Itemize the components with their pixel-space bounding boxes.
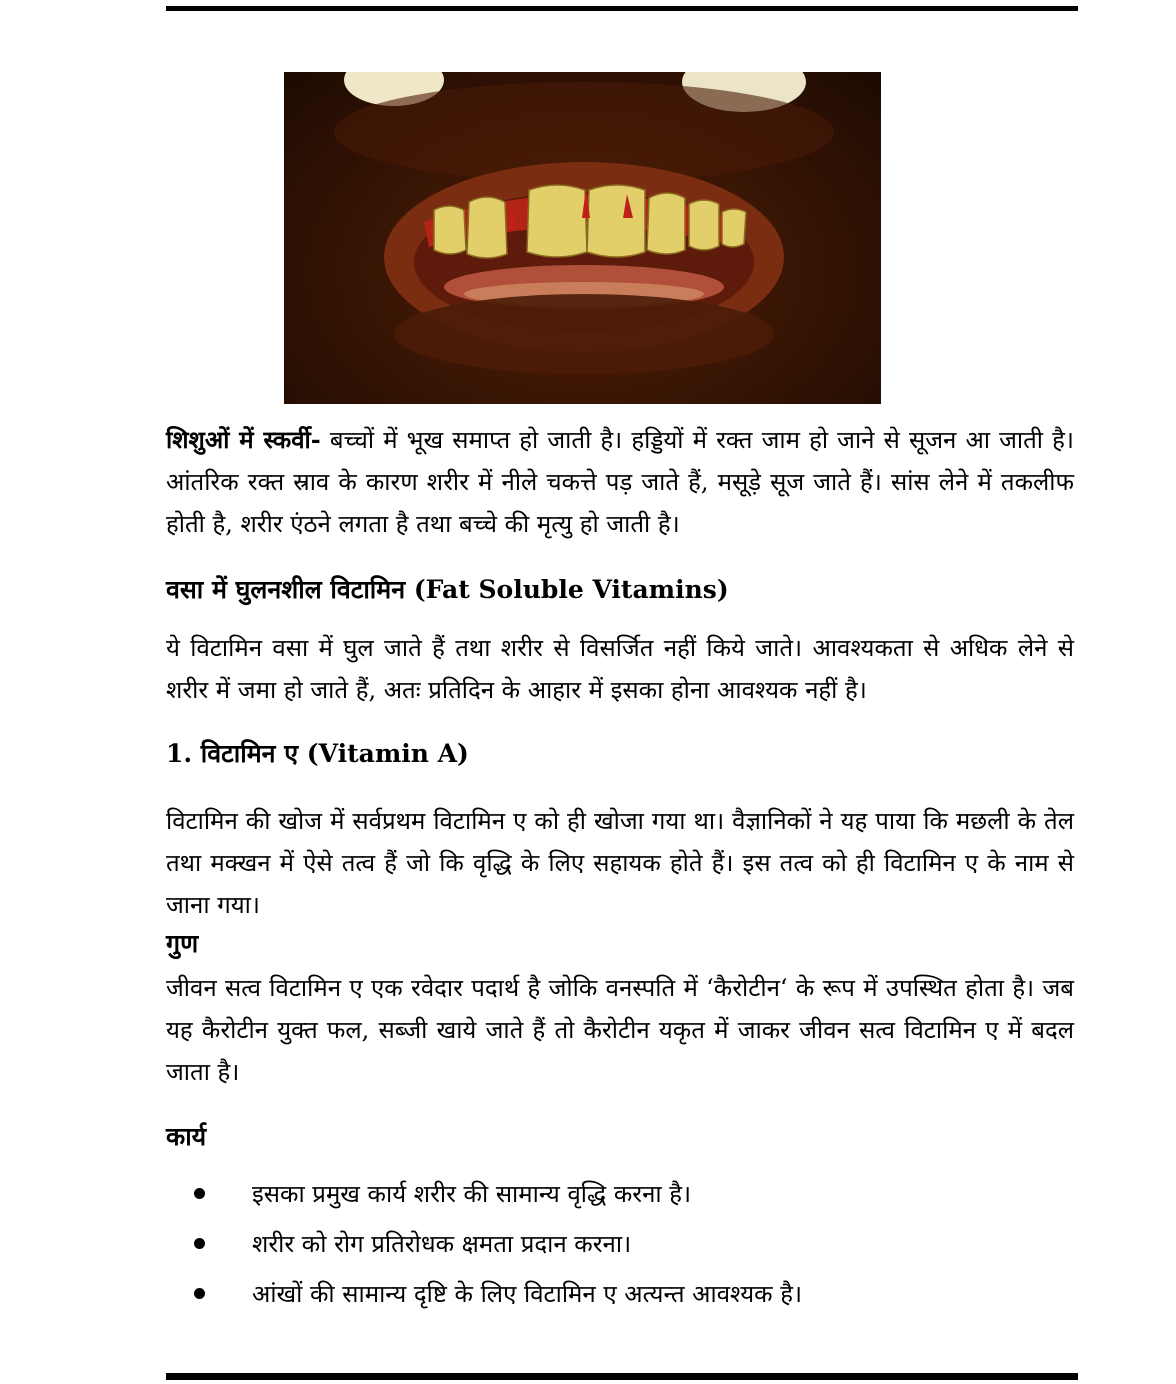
scurvy-body: बच्चों में भूख समाप्त हो जाती है। हड्डियों में रक्त जाम हो जाने से सूजन आ जाती है। आंतरिक रक्त स्राव के कारण शरीर में नीले चकत्ते पड़ जाते हैं, मसूड़े सूज जाते हैं। सांस लेने में तकलीफ होती है, शरीर एंठने लगता है तथा बच्चे की मृत्यु हो जाती है। <box>166 426 1074 538</box>
properties-paragraph: जीवन सत्व विटामिन ए एक रवेदार पदार्थ है जोकि वनस्पति में ‘कैरोटीन‘ के रूप में उपस्थित होता है। जब यह कैरोटीन युक्त फल, सब्जी खाये जाते हैं तो कैरोटीन यकृत में जाकर जीवन सत्व विटामिन ए में बदल जाता है। <box>166 974 1074 1086</box>
list-item <box>190 1228 1070 1278</box>
fat-soluble-paragraph: ये विटामिन वसा में घुल जाते हैं तथा शरीर से विसर्जित नहीं किये जाते। आवश्यकता से अधिक लेने से शरीर में जमा हो जाते हैं, अतः प्रतिदिन के आहार में इसका होना आवश्यक नहीं है। <box>166 634 1074 704</box>
bullet-icon <box>194 1238 205 1249</box>
photo-illustration <box>284 72 881 404</box>
fat-soluble-heading: वसा में घुलनशील विटामिन (Fat Soluble Vitamins) <box>166 575 729 604</box>
scurvy-gums-photo <box>284 72 881 404</box>
vitamin-a-heading: 1. विटामिन ए (Vitamin A) <box>166 739 469 768</box>
function-text: इसका प्रमुख कार्य शरीर की सामान्य वृद्धि करना है। <box>252 1180 692 1208</box>
scurvy-paragraph <box>166 419 1074 545</box>
list-item <box>190 1178 1070 1228</box>
scurvy-term: शिशुओं में स्कर्वी- <box>166 425 321 454</box>
top-rule <box>166 6 1078 11</box>
bullet-icon <box>194 1288 205 1299</box>
bullet-icon <box>194 1188 205 1199</box>
properties-heading: गुण <box>166 929 199 958</box>
list-item <box>190 1278 1070 1328</box>
functions-heading: कार्य <box>166 1122 207 1151</box>
function-text: शरीर को रोग प्रतिरोधक क्षमता प्रदान करना। <box>252 1230 632 1258</box>
function-text: आंखों की सामान्य दृष्टि के लिए विटामिन ए अत्यन्त आवश्यक है। <box>252 1280 803 1308</box>
bottom-rule <box>166 1373 1078 1380</box>
functions-list <box>190 1178 1070 1328</box>
vitamin-a-paragraph: विटामिन की खोज में सर्वप्रथम विटामिन ए को ही खोजा गया था। वैज्ञानिकों ने यह पाया कि मछली के तेल तथा मक्खन में ऐसे तत्व हैं जो कि वृद्धि के लिए सहायक होते हैं। इस तत्व को ही विटामिन ए के नाम से जाना गया। <box>166 807 1074 919</box>
